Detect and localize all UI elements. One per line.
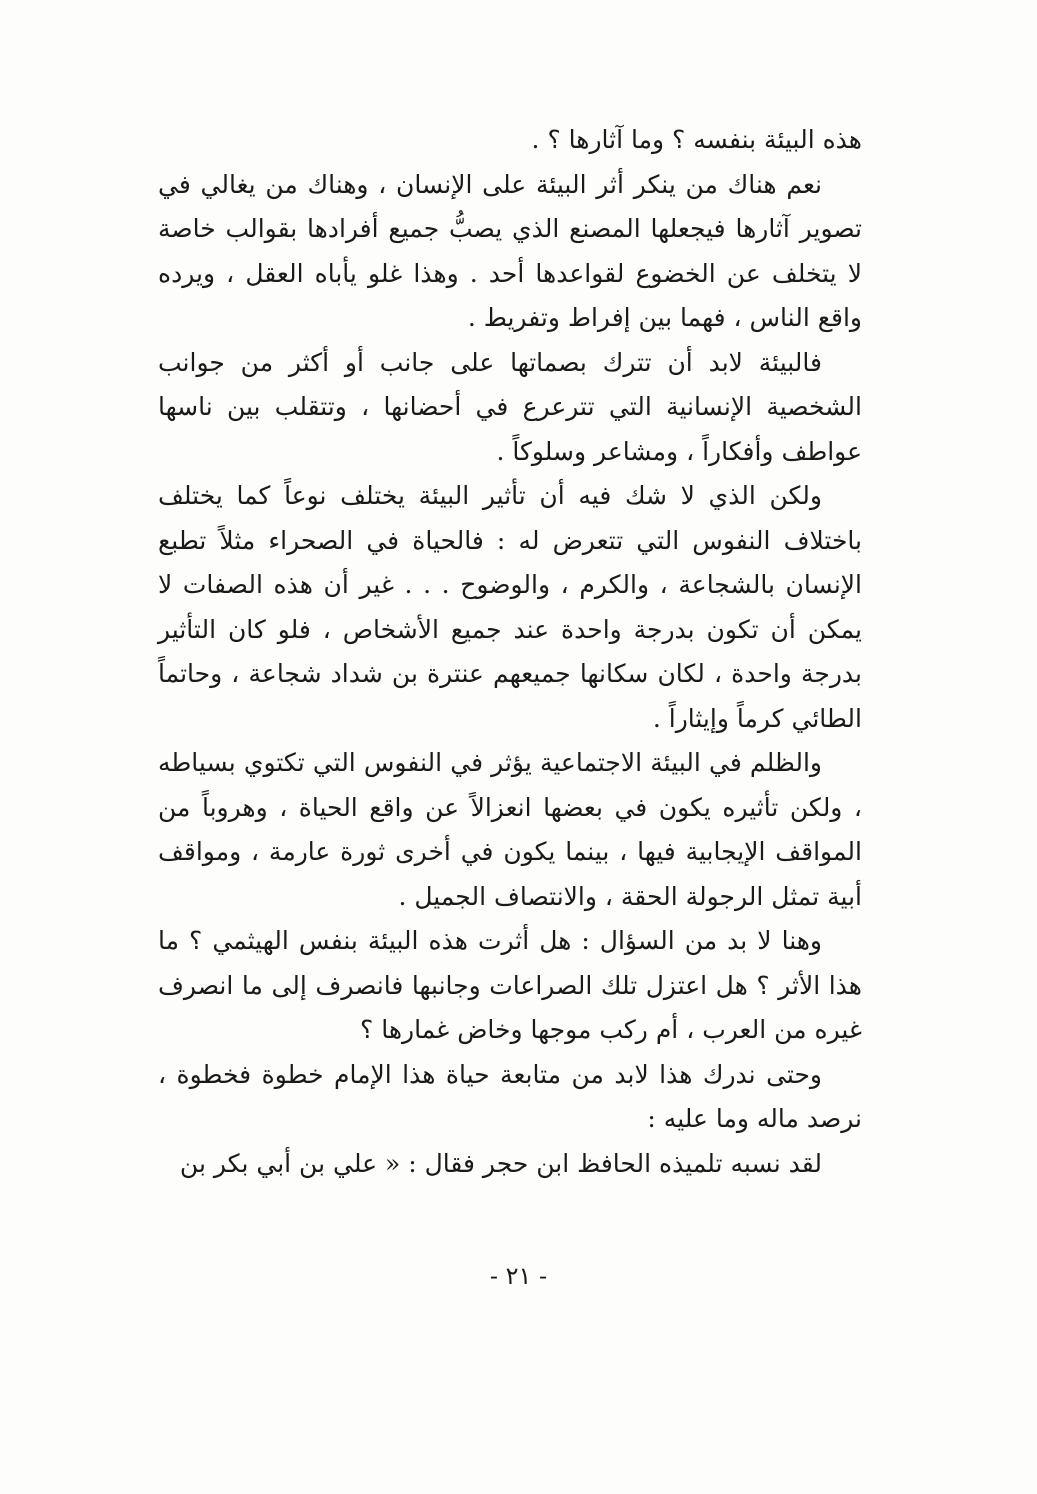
body-text: [158, 118, 862, 1186]
paragraph-2: نعم هناك من ينكر أثر البيئة على الإنسان ، وهناك من يغالي في تصوير آثارها فيجعلها المصنع الذي يصبُّ جميع أفرادها بقوالب خاصة لا يتخلف عن الخضوع لقواعدها أحد . وهذا غلو يأباه العقل ، ويرده واقع الناس ، فهما بين إفراط وتفريط .: [158, 169, 862, 332]
paragraph-4: ولكن الذي لا شك فيه أن تأثير البيئة يختلف نوعاً كما يختلف باختلاف النفوس التي تتعرض له : فالحياة في الصحراء مثلاً تطبع الإنسان بالشجاعة ، والكرم ، والوضوح . . . غير أن هذه الصفات لا يمكن أن تكون بدرجة واحدة عند جميع الأشخاص ، فلو كان التأثير بدرجة واحدة ، لكان سكانها جميعهم عنترة بن شداد شجاعة ، وحاتماً الطائي كرماً وإيثاراً .: [158, 481, 862, 733]
paragraph-1: هذه البيئة بنفسه ؟ وما آثارها ؟ .: [531, 125, 862, 154]
page-number: - ٢١ -: [489, 1262, 548, 1290]
paragraph-6: وهنا لا بد من السؤال : هل أثرت هذه البيئة بنفس الهيثمي ؟ ما هذا الأثر ؟ هل اعتزل تلك الصراعات وجانبها فانصرف إلى ما انصرف غيره من العرب ، أم ركب موجها وخاض غمارها ؟: [158, 926, 862, 1044]
paragraph-5: والظلم في البيئة الاجتماعية يؤثر في النفوس التي تكتوي بسياطه ، ولكن تأثيره يكون في بعضها انعزالاً عن واقع الحياة ، وهروباً من المواقف الإيجابية فيها ، بينما يكون في أخرى ثورة عارمة ، ومواقف أبية تمثل الرجولة الحقة ، والانتصاف الجميل .: [158, 748, 862, 911]
paragraph-3: فالبيئة لابد أن تترك بصماتها على جانب أو أكثر من جوانب الشخصية الإنسانية التي تترعرع في أحضانها ، وتتقلب بين ناسها عواطف وأفكاراً ، ومشاعر وسلوكاً .: [158, 347, 862, 466]
paragraph-8: لقد نسبه تلميذه الحافظ ابن حجر فقال : « علي بن أبي بكر بن: [179, 1148, 822, 1178]
paragraph-7: وحتى ندرك هذا لابد من متابعة حياة هذا الإمام خطوة فخطوة ، نرصد ماله وما عليه :: [158, 1059, 862, 1133]
